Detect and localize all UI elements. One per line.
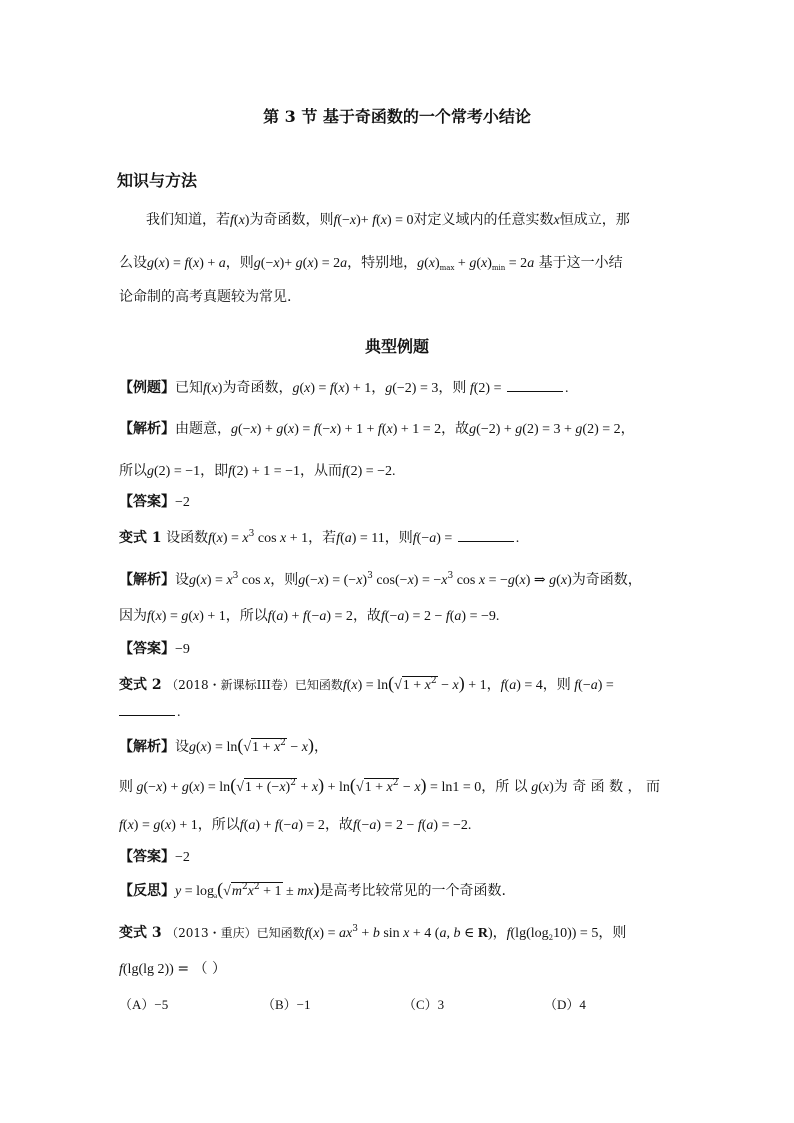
option-d[interactable]: （D）4 <box>544 997 586 1012</box>
answer-blank <box>458 528 514 542</box>
variant2-answer-blank: . <box>119 702 181 722</box>
variant1-answer: 【答案】−9 <box>119 641 190 657</box>
variant2-reflection: 【反思】$y = \log_a(√m^2x^2 + 1 \pm mx)$是高考比较常见的一个奇函数. <box>119 879 506 900</box>
variant3-question: 变式 3 （2013・重庆）已知函数$f(x) = ax^3 + b$ sin x + 4 (a, b ∈ R)，$f(\lg(\log_210)) = 5$，则 <box>119 924 627 942</box>
intro-line-2: 么设g(x) = f(x) + a，则g(−x)+ g(x) = 2a，特别地，$g(x)_{max} + g(x)_{min} = 2a$ 基于这一小结 <box>119 255 623 272</box>
example-solution-line-1: 【解析】由题意，g(−x) + g(x) = f(−x) + 1 + f(x) + 1 = 2，故g(−2) + g(2) = 3 + g(2) = 2， <box>119 421 635 437</box>
example-answer: 【答案】−2 <box>119 494 190 510</box>
variant2-solution-line-1: 【解析】设$g(x) = \ln(√1 + x^2 - x)$， <box>119 735 329 755</box>
intro-line-1: 我们知道，若f(x)为奇函数，则f(−x)+ f(x) = 0对定义域内的任意实数x恒成立，那 <box>146 212 630 228</box>
variant2-answer: 【答案】−2 <box>119 849 190 865</box>
answer-blank <box>507 378 563 392</box>
intro-line-3: 论命制的高考真题较为常见. <box>119 289 292 305</box>
option-a[interactable]: （A）−5 <box>119 997 169 1012</box>
variant3-question-line-2: f(lg(lg 2)) = （ ） <box>119 961 226 977</box>
example-solution-line-2: 所以g(2) = −1，即f(2) + 1 = −1，从而f(2) = −2. <box>119 463 396 479</box>
option-b[interactable]: （B）−1 <box>262 997 311 1012</box>
variant1-solution-line-1: 【解析】设$g(x) = x^3$ cos x，则$g(-x) = (-x)^3$ $\cos(-x) = -x^3$ cos x = −g(x) ⇒ g(x)为奇函数， <box>119 571 642 588</box>
option-c[interactable]: （C）3 <box>403 997 445 1012</box>
example-question: 【例题】已知f(x)为奇函数，g(x) = f(x) + 1，g(−2) = 3，则 f(2) = . <box>119 380 569 396</box>
section-heading-examples: 典型例题 <box>364 337 429 356</box>
variant2-question: 变式 2 （2018・新课标III卷）已知函数$f(x) = \ln(√1 + x^2 - x) + 1$，f(a) = 4，则 f(−a) = <box>119 673 614 693</box>
variant1-solution-line-2: 因为f(x) = g(x) + 1，所以f(a) + f(−a) = 2，故f(−a) = 2 − f(a) = −9. <box>119 608 500 624</box>
section-heading-knowledge: 知识与方法 <box>117 171 198 190</box>
variant1-question: 变式 1 设函数$f(x) = x^3$ cos x + 1，若f(a) = 11，则f(−a) = . <box>119 529 520 546</box>
page-title: 第 3 节 基于奇函数的一个常考小结论 <box>263 107 531 126</box>
variant2-solution-line-2: 则 $g(-x) + g(x) = \ln(√1 + (-x)^2 + x) + \ln(√1 + x^2 - x) = \ln 1 = 0$，所 以 g(x)为 奇 函 数 ， 而 <box>119 775 661 795</box>
variant2-solution-line-3: f(x) = g(x) + 1，所以f(a) + f(−a) = 2，故f(−a) = 2 − f(a) = −2. <box>119 817 472 833</box>
